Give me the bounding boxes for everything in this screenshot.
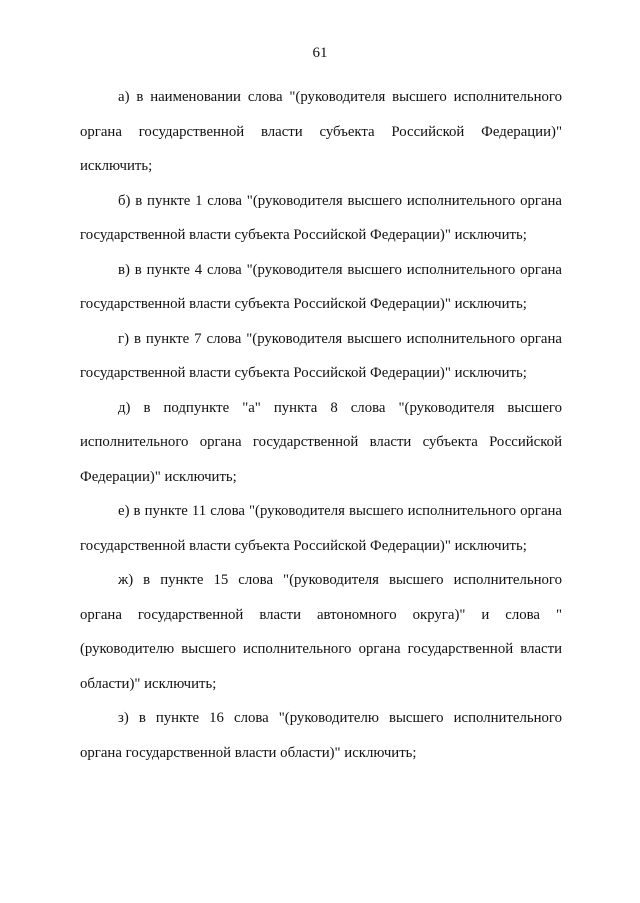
list-item-v: в) в пункте 4 слова "(руководителя высшего исполнительного органа государственной власти субъекта Российской Федерации)" исключить; — [80, 261, 562, 312]
list-item-d: д) в подпункте "а" пункта 8 слова "(руководителя высшего исполнительного органа государственной власти субъекта Российской Федерации)" исключить; — [80, 399, 562, 485]
list-item-g: г) в пункте 7 слова "(руководителя высшего исполнительного органа государственной власти субъекта Российской Федерации)" исключить; — [80, 330, 562, 381]
list-item-e: е) в пункте 11 слова "(руководителя высшего исполнительного органа государственной власти субъекта Российской Федерации)" исключить; — [80, 503, 562, 554]
page-number: 61 — [312, 45, 328, 61]
list-item-zh: ж) в пункте 15 слова "(руководителя высшего исполнительного органа государственной власти автономного округа)" и слова "(руководителю высшего исполнительного органа государственной власти области)" исключить; — [80, 572, 562, 692]
document-body — [80, 80, 562, 770]
list-item-z: з) в пункте 16 слова "(руководителю высшего исполнительного органа государственной власти области)" исключить; — [80, 710, 562, 761]
list-item-b: б) в пункте 1 слова "(руководителя высшего исполнительного органа государственной власти субъекта Российской Федерации)" исключить; — [80, 192, 562, 243]
list-item-a: а) в наименовании слова "(руководителя высшего исполнительного органа государственной власти субъекта Российской Федерации)" исключить; — [80, 89, 562, 174]
